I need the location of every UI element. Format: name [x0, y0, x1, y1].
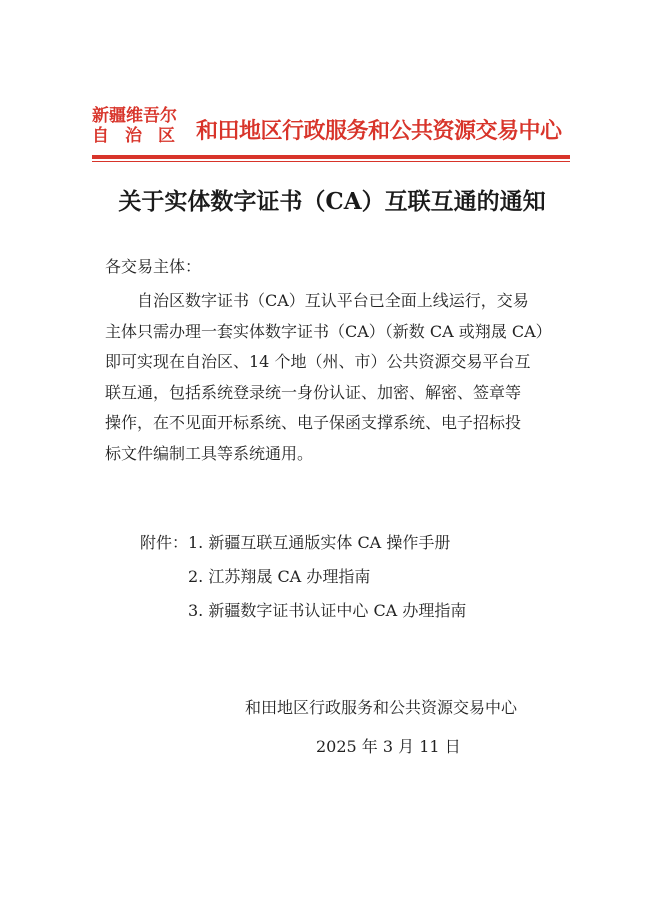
issuing-organization-name: 和田地区行政服务和公共资源交易中心 [196, 118, 562, 144]
body-line: 联互通，包括系统登录统一身份认证、加密、解密、签章等 [105, 382, 522, 402]
body-line: 自治区数字证书（CA）互认平台已全面上线运行，交易 [105, 291, 529, 310]
attachments-label: 附件： [140, 533, 189, 552]
letterhead [92, 106, 572, 154]
attachment-row [140, 560, 466, 594]
attachment-item: 1. 新疆互联互通版实体 CA 操作手册 [188, 533, 451, 552]
body-line: 主体只需办理一套实体数字证书（CA）（新数 CA 或翔晟 CA） [105, 321, 552, 341]
attachment-row [140, 526, 466, 560]
body-line: 即可实现在自治区、14 个地（州、市）公共资源交易平台互 [105, 352, 531, 371]
signature-organization: 和田地区行政服务和公共资源交易中心 [245, 698, 518, 717]
letterhead-red-rule-thin [92, 161, 570, 162]
letterhead-region [92, 106, 192, 146]
document-title: 关于实体数字证书（CA）互联互通的通知 [118, 188, 546, 215]
letterhead-red-rule [92, 155, 570, 159]
attachment-row [140, 594, 466, 628]
attachment-item: 2. 江苏翔晟 CA 办理指南 [188, 567, 371, 586]
body-line: 标文件编制工具等系统通用。 [105, 443, 314, 463]
signature-date: 2025 年 3 月 11 日 [316, 737, 461, 756]
region-line-2: 自治区 [92, 126, 191, 146]
body-paragraph [105, 286, 565, 469]
body-line: 操作，在不见面开标系统、电子保函支撑系统、电子招标投 [105, 413, 522, 432]
attachments-list [140, 526, 466, 628]
region-line-1: 新疆维吾尔 [92, 106, 177, 126]
salutation: 各交易主体： [105, 257, 202, 276]
attachment-item: 3. 新疆数字证书认证中心 CA 办理指南 [188, 601, 467, 620]
